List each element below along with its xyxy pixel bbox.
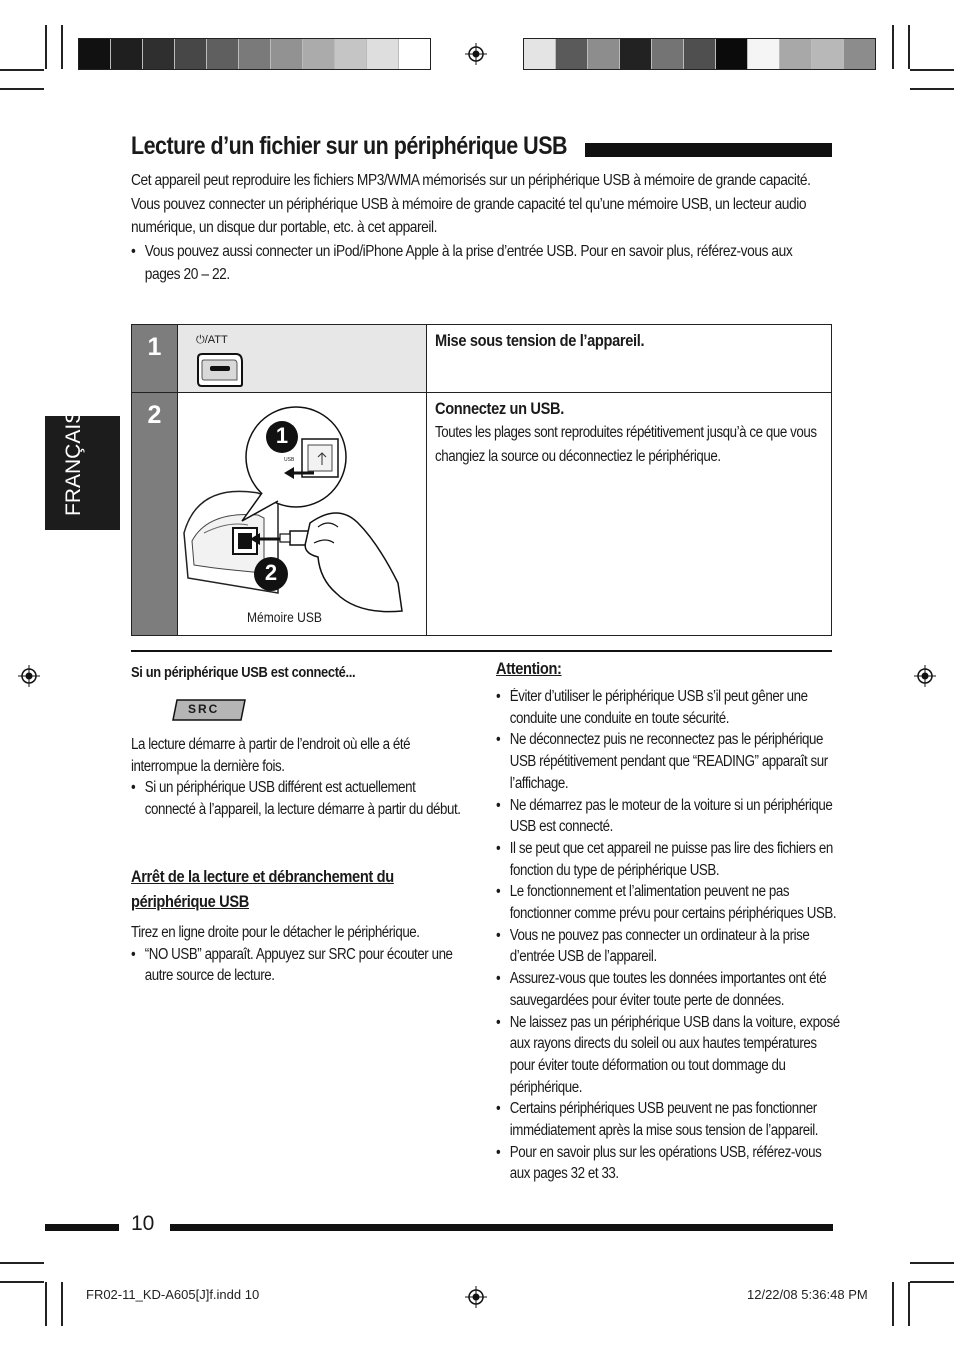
attention-bullet: • Ne laissez pas un périphérique USB dans la voiture, exposé aux rayons directs du soleil ou aux hautes températures pour éviter toute déformation ou tout dommage du périphérique. [496, 1012, 840, 1099]
crop-mark [0, 88, 44, 90]
connected-heading: Si un périphérique USB est connecté... [131, 664, 356, 681]
attention-bullet: • Pour en savoir plus sur les opérations USB, référez-vous aux pages 32 et 33. [496, 1142, 840, 1185]
color-swatch [335, 39, 367, 69]
attention-bullet: • Certains périphériques USB peuvent ne pas fonctionner immédiatement après la mise sous tension de l’appareil. [496, 1098, 840, 1141]
crop-mark [910, 1262, 954, 1264]
step-number: 1 [132, 325, 177, 393]
page-title: Lecture d’un fichier sur un périphérique USB [131, 132, 568, 160]
step-1-text [435, 331, 678, 351]
color-swatch [303, 39, 335, 69]
crop-mark [908, 1282, 910, 1326]
color-swatch [207, 39, 239, 69]
attention-list [496, 686, 840, 1185]
crop-mark [910, 69, 954, 71]
footer-rule-left [45, 1224, 119, 1231]
intro-bullet: • Vous pouvez aussi connecter un iPod/iPhone Apple à la prise d’entrée USB. Pour en savoir plus, référez-vous aux pages 20 – 22. [131, 240, 828, 287]
color-swatch [652, 39, 684, 69]
crop-mark [0, 69, 44, 71]
crop-mark [892, 25, 894, 69]
bullet-item: • “NO USB” apparaît. Appuyez sur SRC pour écouter une autre source de lecture. [131, 944, 471, 987]
callout-2: 2 [264, 560, 278, 585]
language-tab [45, 409, 120, 530]
crop-mark [61, 25, 63, 69]
language-label: FRANÇAIS [62, 409, 85, 516]
section-divider [131, 650, 832, 652]
color-swatch [239, 39, 271, 69]
step-number: 2 [132, 393, 177, 635]
color-swatch [844, 39, 875, 69]
color-swatch [588, 39, 620, 69]
attention-bullet: • Vous ne pouvez pas connecter un ordinateur à la prise d’entrée USB de l’appareil. [496, 925, 840, 968]
color-swatch [367, 39, 399, 69]
page-number: 10 [131, 1212, 155, 1235]
attention-bullet: • Ne déconnectez puis ne reconnectez pas le périphérique USB répétitivement pendant que “READING” apparaît sur l’affichage. [496, 729, 840, 794]
color-swatch [716, 39, 748, 69]
stop-heading [131, 867, 437, 912]
step-2-text [435, 399, 885, 468]
color-swatch [812, 39, 844, 69]
step-heading: Mise sous tension de l’appareil. [435, 331, 645, 350]
color-swatch [556, 39, 588, 69]
crop-mark [45, 25, 47, 69]
crop-mark [892, 1282, 894, 1326]
steps-table [131, 324, 832, 636]
usb-connection-illustration [178, 393, 426, 635]
color-swatch [620, 39, 652, 69]
registration-mark-icon [465, 1286, 487, 1308]
paragraph: Tirez en ligne droite pour le détacher le périphérique. [131, 924, 420, 941]
crop-mark [45, 1282, 47, 1326]
connected-text [131, 734, 466, 821]
registration-mark-icon [914, 665, 936, 687]
step-body: Toutes les plages sont reproduites répétitivement jusqu’à ce que vous changiez la source ou déconnectiez le périphérique. [435, 424, 817, 465]
color-swatch [79, 39, 111, 69]
step-heading: Connectez un USB. [435, 399, 564, 418]
attention-bullet: • Ne démarrez pas le moteur de la voiture si un périphérique USB est connecté. [496, 795, 840, 838]
stop-heading-line: Arrêt de la lecture et débranchement du [131, 867, 394, 886]
color-swatch [111, 39, 143, 69]
color-swatch [524, 39, 556, 69]
attention-bullet: • Il se peut que cet appareil ne puisse pas lire des fichiers en fonction du type de périphérique USB. [496, 838, 840, 881]
intro-text [131, 169, 828, 287]
step-1-figure [177, 325, 427, 393]
step-2-figure [177, 393, 427, 635]
stop-heading-line: périphérique USB [131, 892, 249, 911]
footer-rule-right [170, 1224, 833, 1231]
color-swatch [684, 39, 716, 69]
color-swatch [748, 39, 780, 69]
callout-1: 1 [275, 423, 289, 448]
right-column [496, 659, 896, 1185]
attention-bullet: • Éviter d’utiliser le périphérique USB s’il peut gêner une conduite une conduite en toute sécurité. [496, 686, 840, 729]
crop-mark [910, 1281, 954, 1283]
paragraph: La lecture démarre à partir de l’endroit où elle a été interrompue la dernière fois. [131, 736, 411, 775]
crop-mark [908, 25, 910, 69]
bullet-item: • Si un périphérique USB différent est actuellement connecté à l’appareil, la lecture démarre à partir du début. [131, 777, 466, 820]
attention-bullet: • Assurez-vous que toutes les données importantes ont été sauvegardées pour éviter toute perte de données. [496, 968, 840, 1011]
color-swatch [271, 39, 303, 69]
color-swatch [175, 39, 207, 69]
attention-heading: Attention: [496, 659, 562, 678]
src-button-label: SRC [188, 702, 220, 716]
attention-bullet: • Le fonctionnement et l’alimentation peuvent ne pas fonctionner comme prévu pour certains périphériques USB. [496, 881, 840, 924]
registration-mark-icon [18, 665, 40, 687]
title-rule [585, 143, 832, 157]
usb-port-label: USB [284, 457, 295, 463]
color-swatch [780, 39, 812, 69]
registration-mark-icon [465, 43, 487, 65]
footer-date: 12/22/08 5:36:48 PM [747, 1287, 868, 1302]
src-button [171, 698, 247, 722]
power-att-label: ⏻/ATT [196, 334, 228, 346]
crop-mark [61, 1282, 63, 1326]
power-button-icon [196, 352, 244, 388]
color-swatch [399, 39, 430, 69]
stop-text [131, 922, 471, 987]
color-calibration-bar-left [78, 38, 431, 70]
color-swatch [143, 39, 175, 69]
crop-mark [910, 88, 954, 90]
figure-caption: Mémoire USB [247, 609, 322, 625]
crop-mark [0, 1281, 44, 1283]
left-column [131, 664, 521, 985]
crop-mark [0, 1262, 44, 1264]
footer-filename: FR02-11_KD-A605[J]f.indd 10 [86, 1287, 260, 1302]
intro-paragraph: Vous pouvez connecter un périphérique USB à mémoire de grande capacité tel qu’une mémoire USB, un lecteur audio numérique, un disque dur portable, etc. à cet appareil. [131, 195, 807, 236]
color-calibration-bar-right [523, 38, 876, 70]
intro-paragraph: Cet appareil peut reproduire les fichiers MP3/WMA mémorisés sur un périphérique USB à mémoire de grande capacité. [131, 172, 811, 189]
